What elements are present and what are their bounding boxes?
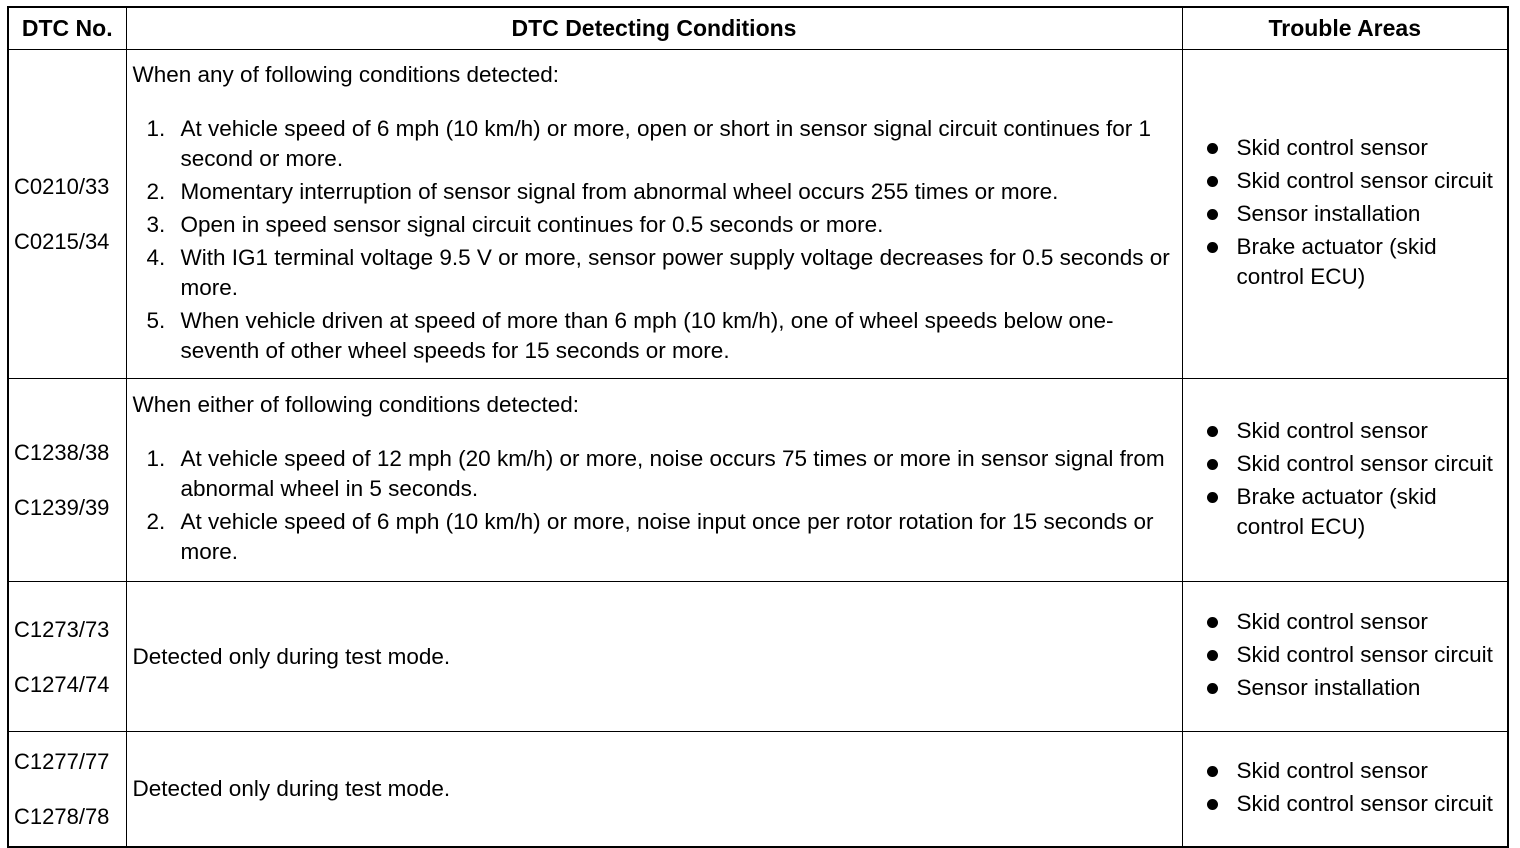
condition-text: At vehicle speed of 6 mph (10 km/h) or more, noise input once per rotor rotation for 15 seconds or more. <box>180 509 1154 564</box>
conditions-intro: When any of following conditions detected: <box>132 61 560 87</box>
conditions-text: Detected only during test mode. <box>132 643 451 669</box>
trouble-text: Sensor installation <box>1236 675 1421 700</box>
bullet-icon <box>1207 617 1218 628</box>
bullet-icon <box>1207 209 1218 220</box>
dtc-code: C0210/33 <box>14 174 110 199</box>
condition-text: Momentary interruption of sensor signal from abnormal wheel occurs 255 times or more. <box>180 178 1059 204</box>
bullet-icon <box>1207 176 1218 187</box>
condition-text: With IG1 terminal voltage 9.5 V or more, sensor power supply voltage decreases for 0.5 seconds or more. <box>180 244 1170 300</box>
conditions-cell <box>126 50 1182 379</box>
trouble-text: Brake actuator (skid control ECU) <box>1236 483 1437 539</box>
dtc-codes-cell <box>8 582 126 732</box>
table-row <box>8 582 1508 732</box>
condition-text: At vehicle speed of 6 mph (10 km/h) or more, open or short in sensor signal circuit continues for 1 second or more. <box>180 115 1151 171</box>
trouble-item <box>1207 133 1502 163</box>
trouble-item <box>1207 673 1502 703</box>
trouble-item <box>1207 416 1502 446</box>
trouble-text: Skid control sensor circuit <box>1236 791 1493 816</box>
trouble-item <box>1207 789 1502 819</box>
trouble-areas-cell <box>1182 582 1508 732</box>
dtc-code: C1277/77 <box>14 749 110 774</box>
dtc-code: C1278/78 <box>14 804 110 829</box>
header-dtc-no: DTC No. <box>8 7 126 50</box>
trouble-item <box>1207 756 1502 786</box>
conditions-intro: When either of following conditions detected: <box>132 392 580 417</box>
trouble-text: Skid control sensor circuit <box>1236 642 1493 667</box>
header-trouble-areas: Trouble Areas <box>1182 7 1508 50</box>
bullet-icon <box>1207 650 1218 661</box>
condition-item: 2. Momentary interruption of sensor signal from abnormal wheel occurs 255 times or more. <box>146 178 1059 204</box>
condition-text: Open in speed sensor signal circuit continues for 0.5 seconds or more. <box>180 211 884 237</box>
trouble-list <box>1207 756 1502 819</box>
trouble-item <box>1207 449 1502 479</box>
conditions-list <box>133 444 1174 567</box>
bullet-icon <box>1207 143 1218 154</box>
bullet-icon <box>1207 766 1218 777</box>
trouble-item <box>1207 166 1502 196</box>
condition-text: When vehicle driven at speed of more than 6 mph (10 km/h), one of wheel speeds below one-seventh of other wheel speeds for 15 seconds or more. <box>180 307 1114 363</box>
dtc-code: C1238/38 <box>14 440 110 465</box>
trouble-item <box>1207 232 1502 292</box>
dtc-code: C1239/39 <box>14 495 110 520</box>
trouble-item <box>1207 640 1502 670</box>
trouble-text: Skid control sensor <box>1236 417 1428 443</box>
trouble-item <box>1207 199 1502 229</box>
condition-item: 1. At vehicle speed of 12 mph (20 km/h) or more, noise occurs 75 times or more in sensor signal from abnormal wheel in 5 seconds. <box>146 446 1165 501</box>
trouble-text: Sensor installation <box>1236 201 1421 226</box>
conditions-cell <box>126 379 1182 582</box>
condition-item: 2. At vehicle speed of 6 mph (10 km/h) or more, noise input once per rotor rotation for 15 seconds or more. <box>146 509 1154 564</box>
trouble-areas-cell <box>1182 732 1508 848</box>
condition-item: 1. At vehicle speed of 6 mph (10 km/h) or more, open or short in sensor signal circuit continues for 1 second or more. <box>146 115 1151 171</box>
dtc-codes-cell <box>8 379 126 582</box>
dtc-codes-cell <box>8 50 126 379</box>
trouble-list <box>1207 133 1502 292</box>
bullet-icon <box>1207 426 1218 437</box>
trouble-areas-cell <box>1182 379 1508 582</box>
bullet-icon <box>1207 799 1218 810</box>
trouble-text: Skid control sensor <box>1236 758 1428 783</box>
dtc-code: C1274/74 <box>14 671 110 697</box>
trouble-text: Skid control sensor <box>1236 135 1428 160</box>
bullet-icon <box>1207 683 1218 694</box>
condition-item: 4. With IG1 terminal voltage 9.5 V or more, sensor power supply voltage decreases for 0.5 seconds or more. <box>146 244 1170 300</box>
conditions-cell <box>126 582 1182 732</box>
bullet-icon <box>1207 492 1218 503</box>
trouble-list <box>1207 416 1502 542</box>
table-row <box>8 379 1508 582</box>
trouble-text: Brake actuator (skid control ECU) <box>1236 234 1437 289</box>
trouble-text: Skid control sensor circuit <box>1236 168 1493 193</box>
trouble-text: Skid control sensor <box>1236 609 1428 634</box>
trouble-list <box>1207 607 1502 703</box>
dtc-table <box>7 6 1509 848</box>
trouble-item <box>1207 482 1502 542</box>
trouble-areas-cell <box>1182 50 1508 379</box>
bullet-icon <box>1207 242 1218 253</box>
trouble-item <box>1207 607 1502 637</box>
dtc-codes-cell <box>8 732 126 848</box>
table-row <box>8 732 1508 848</box>
bullet-icon <box>1207 459 1218 470</box>
table-row <box>8 50 1508 379</box>
trouble-text: Skid control sensor circuit <box>1236 450 1493 476</box>
conditions-text: Detected only during test mode. <box>132 776 451 801</box>
conditions-cell <box>126 732 1182 848</box>
header-row <box>8 7 1508 50</box>
header-conditions: DTC Detecting Conditions <box>126 7 1182 50</box>
dtc-code: C1273/73 <box>14 616 110 642</box>
condition-item: 5. When vehicle driven at speed of more than 6 mph (10 km/h), one of wheel speeds below one-seventh of other wheel speeds for 15 seconds or more. <box>146 307 1114 363</box>
condition-item: 3. Open in speed sensor signal circuit continues for 0.5 seconds or more. <box>146 211 884 237</box>
condition-text: At vehicle speed of 12 mph (20 km/h) or more, noise occurs 75 times or more in sensor signal from abnormal wheel in 5 seconds. <box>180 446 1165 501</box>
conditions-list <box>133 114 1174 366</box>
dtc-code: C0215/34 <box>14 229 110 254</box>
